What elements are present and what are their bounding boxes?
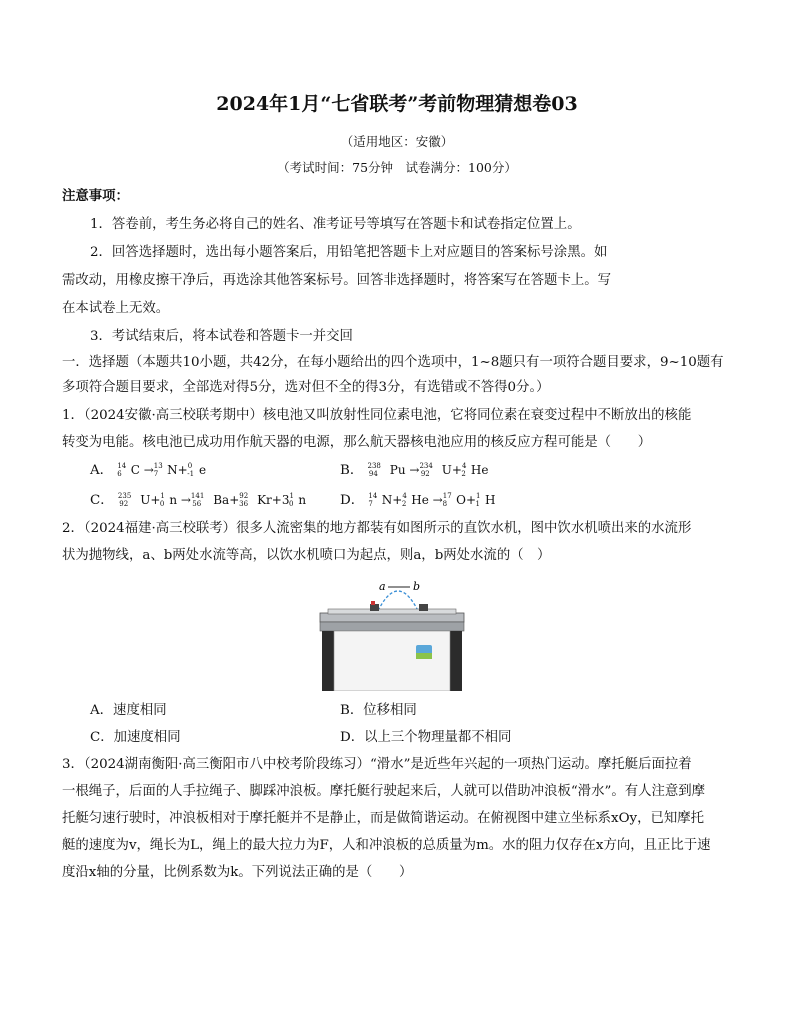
q1-option-b-label: B． [340, 463, 364, 479]
q1-option-a-label: A． [90, 463, 114, 479]
q1-option-c-label: C． [90, 493, 114, 509]
left-leg [322, 631, 334, 691]
q2-option-b[interactable]: B．位移相同 [340, 703, 417, 718]
q2-option-d[interactable]: D．以上三个物理量都不相同 [340, 730, 512, 745]
q3-line-4: 艇的速度为v，绳长为L，绳上的最大拉力为F，人和冲浪板的总质量为m。水的阻力仅存在x方向，且正比于速 [62, 838, 711, 853]
q2-option-c[interactable]: C．加速度相同 [90, 730, 181, 745]
region-note: （适用地区：安徽） [340, 134, 454, 149]
section-1-line-2: 多项符合题目要求，全部选对得5分，选对但不全的得3分，有选错或不答得0分。） [62, 380, 550, 395]
sink-basin [328, 609, 456, 614]
q1-option-a[interactable] [90, 463, 206, 478]
right-leg [450, 631, 462, 691]
water-dispenser-figure [318, 573, 466, 691]
q3-line-2: 一根绳子，后面的人手拉绳子、脚踩冲浪板。摩托艇行驶起来后，人就可以借助冲浪板“滑水”。有人注意到摩 [62, 784, 706, 799]
note-2-line-2: 需改动，用橡皮擦干净后，再选涂其他答案标号。回答非选择题时，将答案写在答题卡上。写 [62, 273, 612, 288]
tap-left [370, 604, 379, 611]
note-1: 1．答卷前，考生务必将自己的姓名、准考证号等填写在答题卡和试卷指定位置上。 [90, 217, 581, 232]
note-3: 3．考试结束后，将本试卷和答题卡一并交回 [90, 329, 353, 344]
q1-option-b[interactable] [340, 463, 488, 478]
q1-option-d-formula: $^{14}_7$ N+$^4_2$ He →$^{17}_8$ O+$^1_1$ H [368, 492, 496, 509]
counter-front [320, 622, 464, 631]
q1-line-2: 转变为电能。核电池已成功用作航天器的电源，那么航天器核电池应用的核反应方程可能是（ ） [62, 435, 652, 450]
counter-top [320, 613, 464, 622]
logo-sticker-green [416, 653, 432, 659]
exam-title: 2024年1月“七省联考”考前物理猜想卷03 [216, 93, 578, 115]
note-2-line-1: 2．回答选择题时，选出每小题答案后，用铅笔把答题卡上对应题目的答案标号涂黑。如 [90, 245, 608, 260]
label-b: b [413, 580, 421, 593]
notes-heading: 注意事项： [62, 188, 129, 204]
q1-option-c[interactable] [90, 493, 306, 508]
q2-option-a[interactable]: A．速度相同 [90, 703, 167, 718]
q1-option-c-formula: $^{235}_{92}$ U+$^1_0$ n →$^{141}_{56}$ Ba+$^{92}_{36}$ $Kr+3^1_0$ n [117, 492, 307, 509]
q1-option-b-formula: $^{238}_{94}$ Pu →$^{234}_{92}$ U+$^4_2$ He [367, 462, 489, 479]
note-2-line-3: 在本试卷上无效。 [62, 301, 170, 316]
tap-left-knob [371, 601, 375, 605]
q1-option-d-label: D． [340, 493, 365, 509]
section-1-line-1: 一．选择题（本题共10小题，共42分，在每小题给出的四个选项中，1~8题只有一项符合题目要求，9~10题有 [62, 355, 724, 370]
q2-line-1: 2．（2024福建·高三校联考）很多人流密集的地方都装有如图所示的直饮水机，图中饮水机喷出来的水流形 [62, 521, 692, 536]
q3-line-3: 托艇匀速行驶时，冲浪板相对于摩托艇并不是静止，而是做简谐运动。在俯视图中建立坐标系xOy，已知摩托 [62, 811, 705, 826]
q1-line-1: 1．（2024安徽·高三校联考期中）核电池又叫放射性同位素电池，它将同位素在衰变过程中不断放出的核能 [62, 408, 692, 423]
cabinet-body [334, 631, 450, 691]
q2-line-2: 状为抛物线，a、b两处水流等高，以饮水机喷口为起点，则a，b两处水流的（ ） [62, 548, 551, 563]
tap-right [419, 604, 428, 611]
q3-line-1: 3．（2024湖南衡阳·高三衡阳市八中校考阶段练习）“滑水”是近些年兴起的一项热门运动。摩托艇后面拉着 [62, 757, 692, 772]
q1-option-d[interactable] [340, 493, 495, 508]
label-a: a [379, 580, 386, 593]
exam-info: （考试时间：75分钟 试卷满分：100分） [277, 160, 517, 175]
q3-line-5: 度沿x轴的分量，比例系数为k。下列说法正确的是（ ） [62, 865, 413, 880]
q1-option-a-formula: $^{14}_6$ C →$^{13}_7$ N+$^0_{-1}$ e [117, 462, 207, 479]
